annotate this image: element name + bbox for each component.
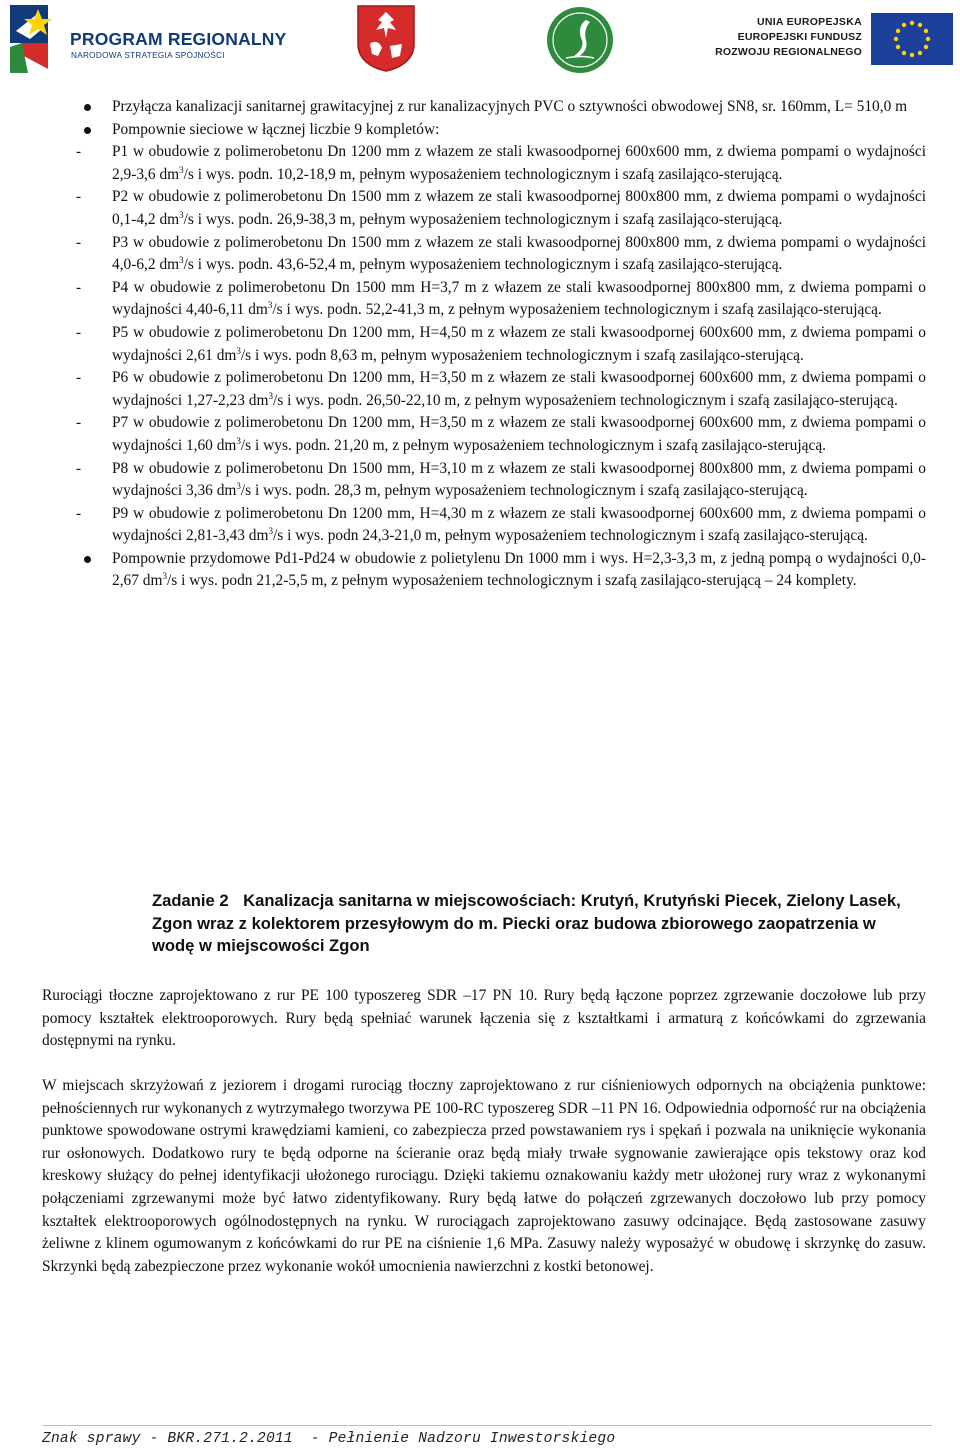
- dash-mark: -: [76, 188, 82, 206]
- task-heading: [152, 890, 912, 958]
- eu-flag-logo: [871, 13, 953, 65]
- superscript: 3: [268, 526, 273, 537]
- heron-icon: [546, 6, 614, 74]
- eu-logo-text: [700, 16, 862, 58]
- item-text: /s i wys. podn. 21,20 m, z pełnym wyposażeniem technologicznym i szafą zasilająco-sterującą.: [240, 436, 826, 454]
- dash-mark: -: [76, 233, 82, 251]
- item-text: /s i wys. podn 8,63 m, pełnym wyposażeniem technologicznym i szafą zasilająco-sterującą.: [240, 346, 804, 364]
- item-text: P3 w obudowie z polimerobetonu Dn 1500 mm z włazem ze stali kwasoodpornej 800x800 mm, z dwiema pompami o wydajności 4,0-6,2 dm: [112, 233, 926, 274]
- crest-icon: [356, 4, 416, 72]
- bullet-text: Przyłącza kanalizacji sanitarnej grawitacyjnej z rur kanalizacyjnych PVC o sztywności obwodowej SN8, sr. 160mm, L= 510,0 m: [112, 98, 908, 115]
- item-text: /s i wys. podn. 28,3 m, pełnym wyposażeniem technologicznym i szafą zasilająco-sterującą.: [240, 482, 808, 500]
- eu-fund-label-2: ROZWOJU REGIONALNEGO: [715, 46, 862, 58]
- regional-circle-logo: [546, 6, 614, 74]
- item-text: /s i wys. podn 24,3-21,0 m, pełnym wyposażeniem technologicznym i szafą zasilająco-sterującą.: [272, 527, 868, 545]
- pump-station-item: [42, 412, 926, 457]
- task-title: Kanalizacja sanitarna w miejscowościach: Krutyń, Krutyński Piecek, Zielony Lasek, Zgon wraz z kolektorem przesyłowym do m. Piecki oraz budowa zbiorowego zaopatrzenia w wodę w miejscowości Zgon: [152, 891, 901, 955]
- eu-union-label: UNIA EUROPEJSKA: [756, 16, 862, 28]
- paragraph: Rurociągi tłoczne zaprojektowano z rur PE 100 typoszereg SDR –17 PN 10. Rury będą łączone poprzez zgrzewanie doczołowe lub przy pomocy kształtek elektrooporowych. Rury będą spełniać warunek łączenia się z kształtkami i armaturą z końcówkami do zgrzewania dostępnymi na rynku.: [42, 987, 926, 1050]
- dash-mark: -: [76, 143, 82, 161]
- equipment-list: [42, 96, 926, 593]
- list-item: [42, 548, 926, 593]
- bullet-icon: [84, 104, 91, 111]
- paragraph: W miejscach skrzyżowań z jeziorem i drogami rurociąg tłoczny zaprojektowano z rur ciśnieniowych odpornych na obciążenia punktowe: pełnościennych rur wykonanych z wytrzymałego tworzywa PE 100-RC typoszereg SDR –11 PN 16. Odpowiednia odporność rur na obciążenia punktowe spowodowane ostrymi krawędziami kamieni, co zabezpiecza przed powstawaniem rys i spękań i pozwala na uniknięcie wykonania rur osłonowych. Dodatkowo rury te będą odporne na ścieranie oraz będą miały trwałe sygnowanie zawierające opis tekstowy oraz kod kreskowy służący do pełnej identyfikacji ułożonego rurociągu. Dzięki takiemu oznakowaniu każdy metr ułożonej rury wraz z wykonanymi połączeniami zgrzewanymi może być łatwo zidentyfikowany. Rury będą łatwe do połączeń zgrzewanych doczołowo lub przy pomocy kształtek elektrooporowych ogólnodostępnych na rynku. W rurociągach zaprojektowano zasuwy odcinające. Będą zastosowane zasuwy żeliwne z klinem ogumowanym z końcówkami do rur PE na ciśnienie 1,6 MPa. Zasuwy należy wyposażyć w obudowę i skrzynkę do zasuw. Skrzynki będą zabezpieczone przez wykonanie wokół umocnienia nawierzchni z kostki betonowej.: [42, 1077, 926, 1275]
- item-text: /s i wys. podn. 26,9-38,3 m, pełnym wyposażeniem technologicznym i szafą zasilająco-sterującą.: [183, 210, 783, 228]
- voivodeship-crest-logo: [356, 4, 416, 72]
- dash-mark: -: [76, 504, 82, 522]
- superscript: 3: [236, 481, 241, 492]
- superscript: 3: [267, 300, 273, 311]
- eu-flag-icon: [871, 13, 953, 65]
- item-text: /s i wys. podn. 10,2-18,9 m, pełnym wyposażeniem technologicznym i szafą zasilająco-sterującą.: [183, 165, 783, 183]
- pump-station-item: [42, 186, 926, 231]
- pump-station-item: [42, 277, 926, 322]
- item-text: P1 w obudowie z polimerobetonu Dn 1200 mm z włazem ze stali kwasoodpornej 600x600 mm, z dwiema pompami o wydajności 2,9-3,6 dm: [112, 143, 926, 183]
- task-label: Zadanie 2: [152, 891, 229, 910]
- item-text: P5 w obudowie z polimerobetonu Dn 1200 mm, H=4,50 m z włazem ze stali kwasoodpornej 600x600 mm, z dwiema pompami o wydajności 2,61 dm: [112, 323, 926, 364]
- dash-mark: -: [76, 278, 82, 296]
- pump-station-item: [42, 503, 926, 548]
- pump-station-item: [42, 367, 926, 412]
- program-subtitle: NARODOWA STRATEGIA SPÓJNOŚCI: [71, 51, 225, 60]
- bullet-text: Pompownie przydomowe Pd1-Pd24 w obudowie z polietylenu Dn 1000 mm i wys. H=2,3-3,3 m, z jedną pompą o wydajności 0,0-2,67 dm: [112, 549, 926, 590]
- item-text: /s i wys. podn. 43,6-52,4 m, pełnym wyposażeniem technologicznym i szafą zasilająco-sterującą.: [183, 256, 783, 274]
- footer-text: Znak sprawy - BKR.271.2.2011 - Pełnienie Nadzoru Inwestorskiego: [42, 1431, 616, 1447]
- eu-fund-label: EUROPEJSKI FUNDUSZ: [737, 31, 862, 43]
- star-emblem-icon: [8, 3, 64, 75]
- item-text: P8 w obudowie z polimerobetonu Dn 1500 mm, H=3,10 m z włazem ze stali kwasoodpornej 800x800 mm, z dwiema pompami o wydajności 3,36 dm: [112, 459, 926, 500]
- footer-divider: [42, 1425, 932, 1426]
- item-text: P6 w obudowie z polimerobetonu Dn 1200 mm, H=3,50 m z włazem ze stali kwasoodpornej 600x600 mm, z dwiema pompami o wydajności 1,27-2,23 dm: [112, 369, 926, 409]
- bullet-icon: [84, 127, 91, 134]
- item-text: P4 w obudowie z polimerobetonu Dn 1500 mm H=3,7 m z włazem ze stali kwasoodpornej 800x800 mm, z dwiema pompami o wydajności 4,40-6,11 dm: [112, 278, 926, 319]
- superscript: 3: [179, 164, 184, 175]
- pump-station-item: [42, 458, 926, 503]
- bullet-text: /s i wys. podn 21,2-5,5 m, z pełnym wyposażeniem technologicznym i szafą zasilająco-sterującą – 24 komplety.: [166, 572, 857, 590]
- pump-station-item: [42, 232, 926, 277]
- superscript: 3: [236, 435, 241, 446]
- program-title: PROGRAM REGIONALNY: [70, 29, 287, 49]
- list-item: [42, 119, 926, 142]
- dash-mark: -: [76, 459, 82, 477]
- list-item: [42, 96, 926, 119]
- superscript: 3: [179, 255, 184, 266]
- pump-station-item: [42, 322, 926, 367]
- program-regionalny-logo: [8, 3, 298, 75]
- dash-mark: -: [76, 414, 82, 432]
- dash-mark: -: [76, 323, 82, 341]
- superscript: 3: [236, 345, 241, 356]
- item-text: P2 w obudowie z polimerobetonu Dn 1500 mm z włazem ze stali kwasoodpornej 800x800 mm, z dwiema pompami o wydajności 0,1-4,2 dm: [112, 188, 926, 228]
- item-text: /s i wys. podn. 52,2-41,3 m, z pełnym wyposażeniem technologicznym i szafą zasilająco-sterującą.: [272, 301, 882, 319]
- item-text: /s i wys. podn. 26,50-22,10 m, z pełnym wyposażeniem technologicznym i szafą zasilająco-sterującą.: [272, 391, 898, 409]
- pump-station-item: [42, 141, 926, 186]
- bullet-text: Pompownie sieciowe w łącznej liczbie 9 kompletów:: [112, 120, 440, 138]
- superscript: 3: [162, 571, 167, 582]
- item-text: P9 w obudowie z polimerobetonu Dn 1200 mm, H=4,30 m z włazem ze stali kwasoodpornej 600x600 mm, z dwiema pompami o wydajności 2,81-3,43 dm: [112, 504, 926, 545]
- bullet-icon: [84, 556, 91, 563]
- item-text: P7 w obudowie z polimerobetonu Dn 1200 mm, H=3,50 m z włazem ze stali kwasoodpornej 600x600 mm, z dwiema pompami o wydajności 1,60 dm: [112, 414, 926, 454]
- superscript: 3: [268, 390, 273, 401]
- dash-mark: -: [76, 369, 82, 387]
- superscript: 3: [179, 209, 184, 220]
- header-logos: [0, 0, 960, 80]
